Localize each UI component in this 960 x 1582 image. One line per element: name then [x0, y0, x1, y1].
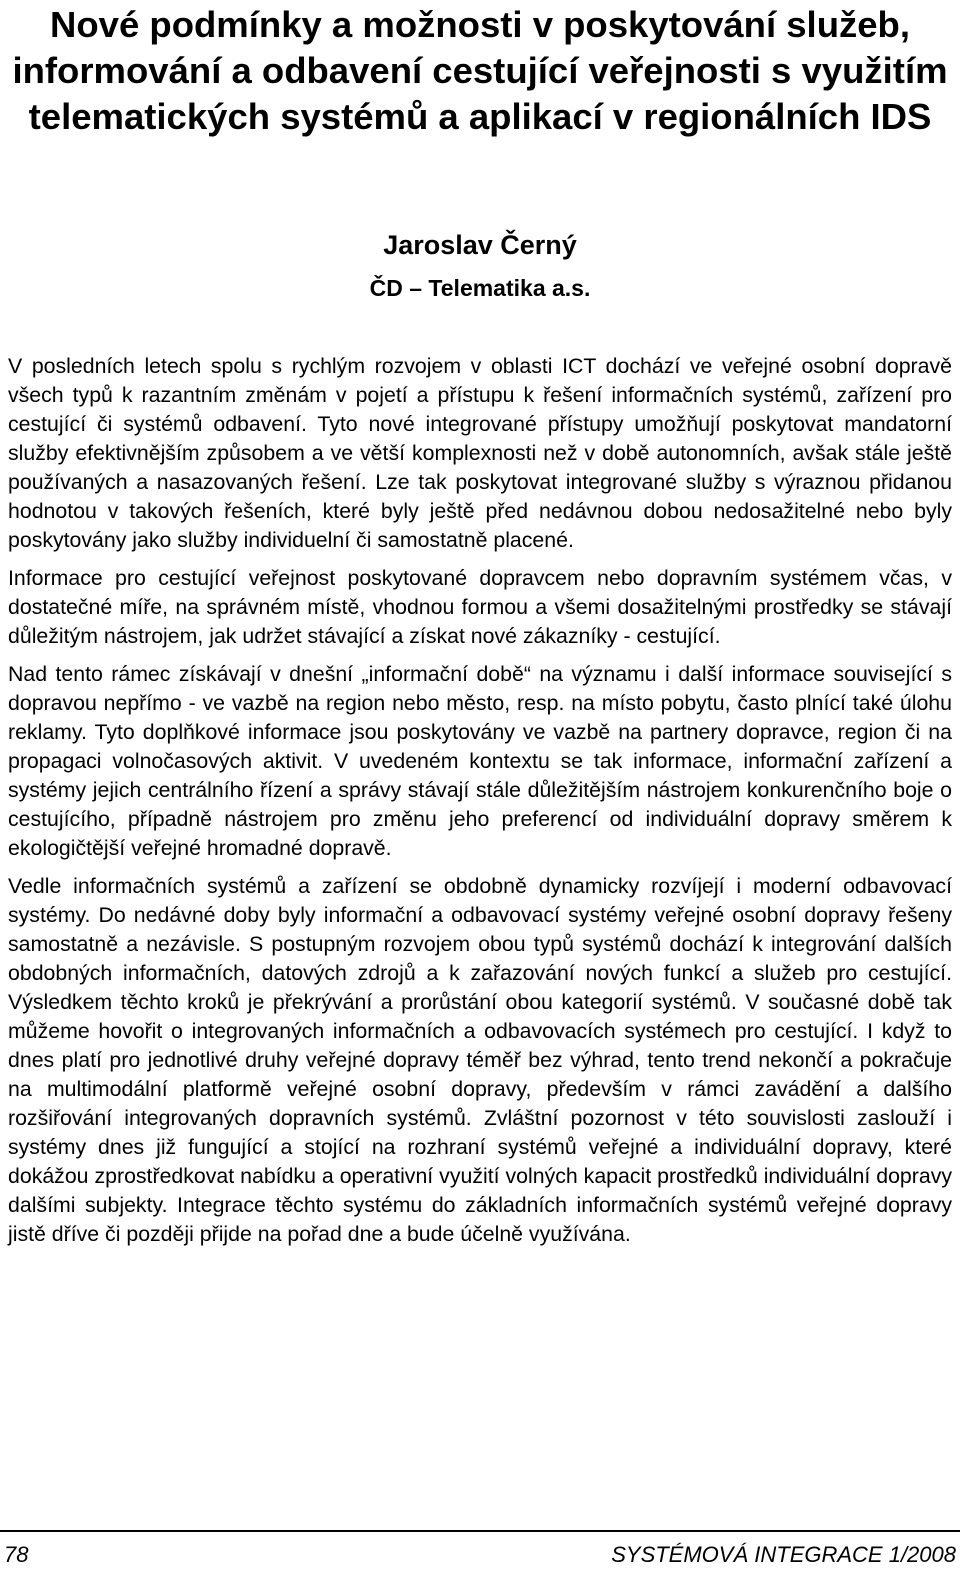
page-number: 78 [4, 1542, 29, 1567]
footer-divider [0, 1530, 960, 1532]
body-paragraph-4: Vedle informačních systémů a zařízení se obdobně dynamicky rozvíjejí i moderní odbavovací systémy. Do nedávné doby byly informační a odbavovací systémy veřejné osobní dopravy řešeny samostatně a nezávisle. S postupným rozvojem obou typů systémů dochází k integrování dalších obdobných informačních, datových zdrojů a k zařazování nových funkcí a služeb pro cestující. Výsledkem těchto kroků je překrývání a prorůstání obou kategorií systémů. V současné době tak můžeme hovořit o integrovaných informačních a odbavovacích systémech pro cestující. I když to dnes platí pro jednotlivé druhy veřejné dopravy téměř bez výhrad, tento trend nekončí a pokračuje na multimodální platformě veřejné osobní dopravy, především v rámci zavádění a dalšího rozšiřování integrovaných dopravních systémů. Zvláštní pozornost v této souvislosti zaslouží i systémy dnes již fungující a stojící na rozhraní systémů veřejné a individuální dopravy, které dokážou zprostředkovat nabídku a operativní využití volných kapacit prostředků individuální dopravy dalšími subjekty. Integrace těchto systému do základních informačních systémů veřejné dopravy jistě dříve či později přijde na pořad dne a bude účelně využívána. [8, 874, 952, 1246]
author-affiliation: ČD – Telematika a.s. [369, 275, 591, 301]
author-name: Jaroslav Černý [383, 230, 577, 260]
journal-name: SYSTÉMOVÁ INTEGRACE 1/2008 [611, 1542, 956, 1567]
body-paragraph-2: Informace pro cestující veřejnost poskytované dopravcem nebo dopravním systémem včas, v dostatečné míře, na správném místě, vhodnou formou a všemi dosažitelnými prostředky se stávají důležitým nástrojem, jak udržet stávající a získat nové zákazníky - cestující. [8, 566, 952, 648]
article-body [8, 352, 952, 1249]
body-paragraph-1: V posledních letech spolu s rychlým rozvojem v oblasti ICT dochází ve veřejné osobní dopravě všech typů k razantním změnám v pojetí a přístupu k řešení informačních systémů, zařízení pro cestující či systémů odbavení. Tyto nové integrované přístupy umožňují poskytovat mandatorní služby efektivnějším způsobem a ve větší komplexnosti než v době autonomních, avšak stále ještě používaných a nasazovaných řešení. Lze tak poskytovat integrované služby s výraznou přidanou hodnotou v takových řešeních, které byly ještě před nedávnou dobou nedosažitelné nebo byly poskytovány jako služby individuelní či samostatně placené. [8, 354, 952, 552]
article-title: Nové podmínky a možnosti v poskytování služeb, informování a odbavení cestující veřejnosti s využitím telematických systémů a aplikací v regionálních IDS [12, 4, 948, 137]
body-paragraph-3: Nad tento rámec získávají v dnešní „informační době“ na významu i další informace související s dopravou nepřímo - ve vazbě na region nebo město, resp. na místo pobytu, často plnící také úlohu reklamy. Tyto doplňkové informace jsou poskytovány ve vazbě na partnery dopravce, region či na propagaci volnočasových aktivit. V uvedeném kontextu se tak informace, informační zařízení a systémy jejich centrálního řízení a správy stávají stále důležitějším nástrojem konkurenčního boje o cestujícího, případně nástrojem pro změnu jeho preferencí od individuální dopravy směrem k ekologičtější veřejné hromadné dopravě. [8, 662, 952, 860]
